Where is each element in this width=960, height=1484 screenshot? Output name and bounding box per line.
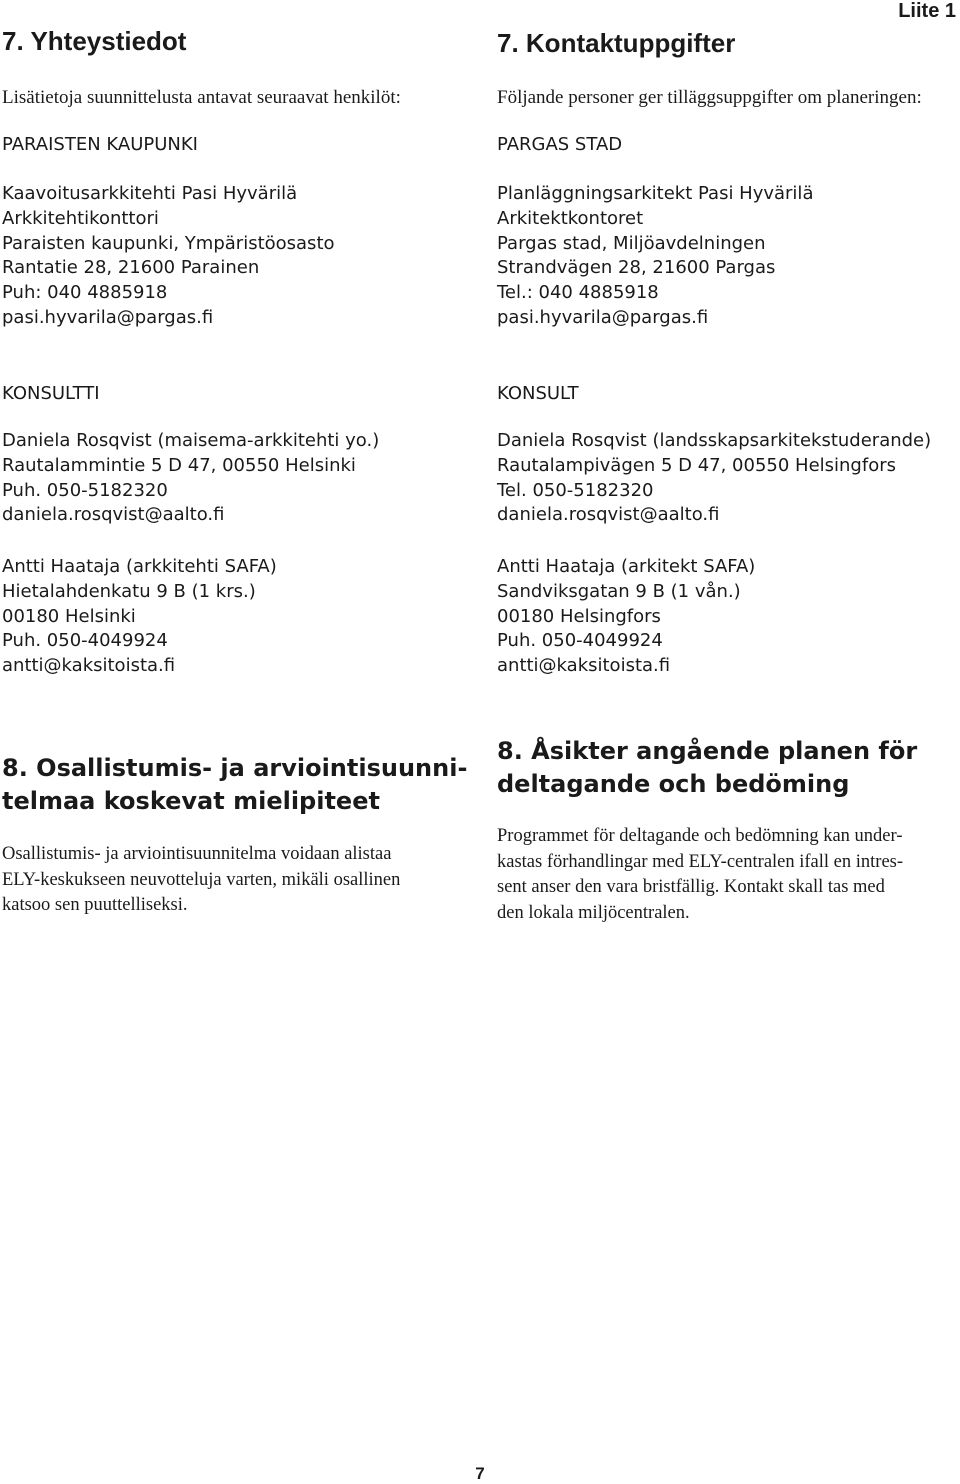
contact-line: Daniela Rosqvist (landsskapsarkitekstuderande) [497,430,932,451]
contact-line: Antti Haataja (arkkitehti SAFA) [2,556,277,577]
left-heading: 7. Yhteystiedot [2,26,187,56]
contact-line: Pargas stad, Miljöavdelningen [497,232,766,254]
right-consultant-person2 [497,555,755,679]
page-number: 7 [475,1464,485,1483]
contact-line: Planläggningsarkitekt Pasi Hyvärilä [497,183,814,204]
contact-line: 00180 Helsinki [2,605,136,627]
contact-line: Rantatie 28, 21600 Parainen [2,257,260,279]
right-intro: Följande personer ger tilläggsuppgifter om planeringen: [497,87,922,108]
left-section8-heading [2,752,467,818]
right-section8-heading [497,735,917,801]
contact-line: Strandvägen 28, 21600 Pargas [497,257,776,279]
contact-email[interactable]: pasi.hyvarila@pargas.fi [2,306,214,328]
body-line: kastas förhandlingar med ELY-centralen ifall en intres- [497,851,904,872]
heading-line: 8. Osallistumis- ja arviointisuunni- [2,754,468,782]
right-municipality-contact [497,182,813,331]
contact-line: Puh. 050-4049924 [2,630,168,652]
contact-email[interactable]: antti@kaksitoista.fi [497,655,671,677]
left-consultant-label: KONSULTTI [2,383,100,404]
contact-line: Arkitektkontoret [497,207,644,229]
contact-email[interactable]: antti@kaksitoista.fi [2,655,176,677]
body-line: sent anser den vara bristfällig. Kontakt skall tas med [497,877,885,897]
body-line: den lokala miljöcentralen. [497,902,690,923]
contact-line: Paraisten kaupunki, Ympäristöosasto [2,232,335,254]
right-heading: 7. Kontaktuppgifter [497,28,736,58]
heading-line: deltagande och bedöming [497,770,850,798]
body-line: katsoo sen puuttelliseksi. [2,895,188,915]
contact-line: Sandviksgatan 9 B (1 vån.) [497,580,741,602]
right-consultant-label: KONSULT [497,383,579,404]
body-line: Osallistumis- ja arviointisuunnitelma voidaan alistaa [2,844,392,864]
contact-line: 00180 Helsingfors [497,605,661,627]
contact-line: Puh. 050-4049924 [497,630,663,652]
contact-line: Daniela Rosqvist (maisema-arkkitehti yo.) [2,430,380,451]
left-consultant-person2 [2,555,277,679]
body-line: Programmet för deltagande och bedömning kan under- [497,826,903,846]
contact-line: Hietalahdenkatu 9 B (1 krs.) [2,580,256,602]
attachment-label: Liite 1 [898,0,956,22]
left-consultant-person1 [2,429,379,528]
contact-line: Arkkitehtikonttori [2,207,159,229]
left-intro: Lisätietoja suunnittelusta antavat seuraavat henkilöt: [2,87,401,108]
heading-line: 8. Åsikter angående planen för [497,737,918,765]
contact-line: Rautalampivägen 5 D 47, 00550 Helsingfors [497,454,896,476]
contact-email[interactable]: daniela.rosqvist@aalto.fi [497,504,720,526]
contact-line: Puh. 050-5182320 [2,479,168,501]
contact-line: Rautalammintie 5 D 47, 00550 Helsinki [2,454,356,476]
contact-line: Puh: 040 4885918 [2,282,168,304]
left-municipality-contact [2,182,335,331]
right-municipality-name: PARGAS STAD [497,134,623,155]
contact-line: Kaavoitusarkkitehti Pasi Hyvärilä [2,183,298,204]
contact-line: Tel. 050-5182320 [497,479,654,501]
heading-line: telmaa koskevat mielipiteet [2,787,380,815]
contact-email[interactable]: pasi.hyvarila@pargas.fi [497,306,709,328]
right-section8-body [497,824,903,926]
left-section8-body [2,842,400,919]
body-line: ELY-keskukseen neuvotteluja varten, mikäli osallinen [2,869,401,890]
left-municipality-name: PARAISTEN KAUPUNKI [2,134,198,155]
contact-line: Tel.: 040 4885918 [497,282,659,304]
contact-line: Antti Haataja (arkitekt SAFA) [497,556,756,577]
right-consultant-person1 [497,429,931,528]
contact-email[interactable]: daniela.rosqvist@aalto.fi [2,504,225,526]
